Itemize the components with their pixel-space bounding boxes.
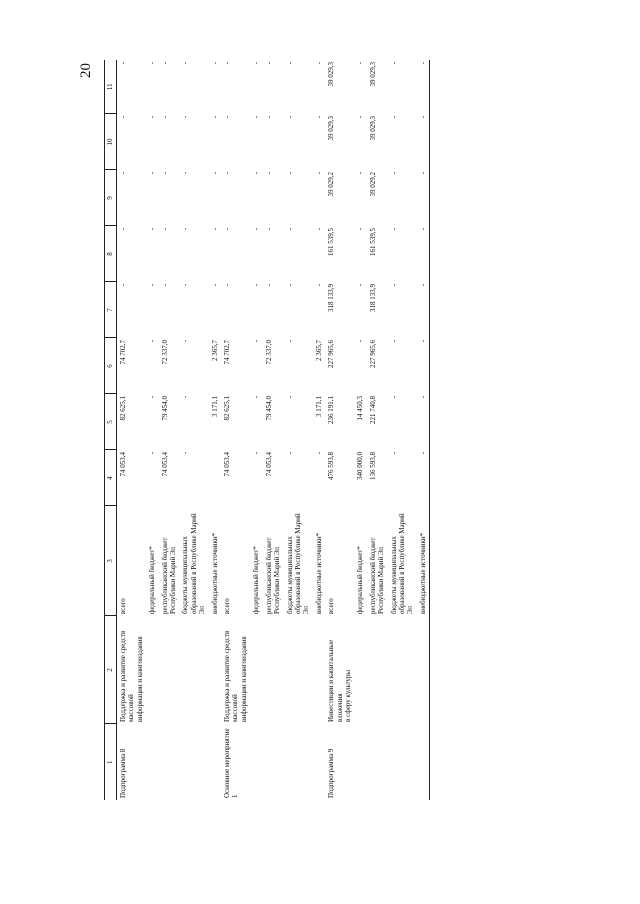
funding-source-cell: всего (119, 598, 127, 614)
program-title-line-1: Поддержка и развитие средств массовой (223, 630, 240, 722)
column-header-1: 1 (105, 724, 117, 800)
page-number: 20 (78, 63, 94, 78)
program-title-cell (159, 616, 180, 724)
table-row (263, 60, 284, 800)
value-cell-col-10: - (417, 114, 430, 170)
value-cell-col-8: - (356, 228, 365, 231)
value-cell-col-8: - (389, 228, 398, 231)
program-name-cell (179, 724, 208, 800)
program-title-line-2: информации и книгоиздания (239, 636, 248, 722)
funding-source-cell: республиканский бюджет Республики Марий Эл (368, 537, 386, 614)
program-name-cell (354, 724, 366, 800)
funding-source-cell: федеральный бюджет* (252, 546, 261, 614)
program-name-cell: Основное мероприятие 1 (223, 728, 240, 798)
value-cell-col-7: - (314, 284, 323, 287)
value-cell-col-10: - (181, 116, 190, 119)
program-title-cell (117, 616, 147, 724)
funding-source-cell: федеральный бюджет* (148, 546, 157, 614)
funding-source-cell: республиканский бюджет Республики Марий Эл (160, 537, 178, 614)
value-cell-col-6: 72 337,0 (264, 340, 273, 365)
table-body (117, 60, 430, 800)
program-title-cell (354, 616, 366, 724)
value-cell-col-8: - (223, 228, 232, 231)
program-title-cell (263, 616, 284, 724)
program-name-cell (250, 724, 262, 800)
value-cell-col-4: - (389, 452, 398, 455)
value-cell-col-7: - (264, 284, 273, 287)
value-cell-col-9: - (356, 172, 365, 175)
program-title-cell (250, 616, 262, 724)
program-title-cell (417, 616, 430, 724)
program-name-cell (388, 724, 417, 800)
value-cell-col-5: 79 454,0 (264, 396, 273, 421)
value-cell-col-6: 74 702,7 (119, 340, 127, 365)
value-cell-col-5: 82 625,1 (223, 396, 232, 421)
value-cell-col-10: - (119, 116, 127, 119)
value-cell-col-6: 227 965,6 (327, 340, 336, 368)
column-header-9: 9 (105, 170, 117, 226)
program-title-cell (209, 616, 221, 724)
value-cell-col-9: - (314, 172, 323, 175)
program-name-cell: Подпрограмма 9 (327, 748, 336, 798)
table-row (146, 60, 158, 800)
table-row (117, 60, 147, 800)
table-row (388, 60, 417, 800)
value-cell-col-9: - (119, 172, 127, 175)
value-cell-col-8: - (314, 228, 323, 231)
value-cell-col-9: - (417, 170, 430, 226)
value-cell-col-6: - (356, 340, 365, 343)
value-cell-col-7: - (252, 284, 261, 287)
table-row (209, 60, 221, 800)
column-header-10: 10 (105, 114, 117, 170)
value-cell-col-4: 340 000,0 (356, 452, 365, 480)
column-header-6: 6 (105, 338, 117, 394)
table-header-row (105, 60, 117, 800)
column-header-8: 8 (105, 226, 117, 282)
value-cell-col-11: - (181, 62, 190, 65)
table-row (313, 60, 325, 800)
value-cell-col-7: - (148, 284, 157, 287)
value-cell-col-7: - (417, 282, 430, 338)
value-cell-col-6: - (389, 340, 398, 343)
column-header-7: 7 (105, 282, 117, 338)
program-name-cell (284, 724, 313, 800)
column-header-4: 4 (105, 450, 117, 506)
value-cell-col-7: - (356, 284, 365, 287)
value-cell-col-10: - (264, 116, 273, 119)
value-cell-col-9: 39 029,2 (327, 172, 336, 197)
value-cell-col-11: - (389, 62, 398, 65)
value-cell-col-11: - (417, 60, 430, 114)
value-cell-col-4: 476 593,8 (327, 452, 336, 480)
value-cell-col-9: - (252, 172, 261, 175)
funding-source-cell: бюджеты муниципальных образований в Республике Марий Эл (181, 513, 207, 614)
value-cell-col-10: - (210, 116, 219, 119)
value-cell-col-10: - (285, 116, 294, 119)
program-title-cell (179, 616, 208, 724)
program-name-cell (313, 724, 325, 800)
value-cell-col-4: - (314, 452, 323, 455)
rotated-content (78, 60, 564, 800)
program-title-cell (284, 616, 313, 724)
value-cell-col-8: - (148, 228, 157, 231)
table-row (179, 60, 208, 800)
value-cell-col-6: - (148, 340, 157, 343)
funding-source-cell: внебюджетные источники* (314, 532, 323, 614)
value-cell-col-11: - (252, 62, 261, 65)
value-cell-col-10: - (223, 116, 232, 119)
value-cell-col-5: 236 191,1 (327, 396, 336, 424)
table-row (159, 60, 180, 800)
column-header-5: 5 (105, 394, 117, 450)
value-cell-col-6: 2 365,7 (314, 340, 323, 361)
value-cell-col-8: 161 539,5 (327, 228, 336, 256)
value-cell-col-8: - (252, 228, 261, 231)
value-cell-col-5: - (285, 396, 294, 399)
value-cell-col-7: 318 133,9 (368, 284, 377, 312)
value-cell-col-9: - (223, 172, 232, 175)
program-name-cell (209, 724, 221, 800)
value-cell-col-10: - (252, 116, 261, 119)
value-cell-col-9: - (181, 172, 190, 175)
program-title-line-2: информации и книгоиздания (135, 636, 144, 722)
value-cell-col-11: - (285, 62, 294, 65)
value-cell-col-5: 3 171,1 (210, 396, 219, 417)
value-cell-col-7: - (119, 284, 127, 287)
funding-source-cell: федеральный бюджет* (356, 546, 365, 614)
value-cell-col-5: - (417, 394, 430, 450)
value-cell-col-9: - (160, 172, 169, 175)
value-cell-col-7: - (210, 284, 219, 287)
value-cell-col-9: - (389, 172, 398, 175)
value-cell-col-8: - (181, 228, 190, 231)
value-cell-col-11: 39 029,3 (368, 62, 377, 87)
table-row (367, 60, 388, 800)
value-cell-col-10: 39 029,3 (368, 116, 377, 141)
value-cell-col-11: - (314, 62, 323, 65)
table-row (354, 60, 366, 800)
value-cell-col-8: - (210, 228, 219, 231)
value-cell-col-11: - (223, 62, 232, 65)
value-cell-col-5: - (181, 396, 190, 399)
program-title-line-1: Инвестиции и капитальные вложения (327, 639, 344, 722)
value-cell-col-11: - (264, 62, 273, 65)
value-cell-col-10: - (160, 116, 169, 119)
value-cell-col-8: 161 539,5 (368, 228, 377, 256)
value-cell-col-5: 14 450,3 (356, 396, 365, 421)
value-cell-col-8: - (160, 228, 169, 231)
value-cell-col-7: - (181, 284, 190, 287)
value-cell-col-10: - (356, 116, 365, 119)
value-cell-col-4: - (181, 452, 190, 455)
value-cell-col-4: 136 593,8 (368, 452, 377, 480)
program-title-cell (325, 616, 354, 724)
value-cell-col-6: 74 702,7 (223, 340, 232, 365)
value-cell-col-9: - (210, 172, 219, 175)
column-header-2: 2 (105, 616, 117, 724)
value-cell-col-5: - (252, 396, 261, 399)
value-cell-col-7: - (285, 284, 294, 287)
value-cell-col-5: 221 740,8 (368, 396, 377, 424)
value-cell-col-10: 39 029,3 (327, 116, 336, 141)
value-cell-col-6: 72 337,0 (160, 340, 169, 365)
budget-table (104, 60, 430, 800)
funding-source-cell: внебюджетные источники* (210, 532, 219, 614)
value-cell-col-11: - (119, 62, 127, 65)
value-cell-col-5: 3 171,1 (314, 396, 323, 417)
value-cell-col-8: - (119, 228, 127, 231)
funding-source-cell: республиканский бюджет Республики Марий Эл (264, 537, 282, 614)
value-cell-col-11: - (160, 62, 169, 65)
program-name-cell (263, 724, 284, 800)
table-row (325, 60, 354, 800)
value-cell-col-11: 39 029,3 (327, 62, 336, 87)
value-cell-col-6: 2 365,7 (210, 340, 219, 361)
value-cell-col-7: 318 133,9 (327, 284, 336, 312)
value-cell-col-11: - (356, 62, 365, 65)
value-cell-col-10: - (148, 116, 157, 119)
value-cell-col-9: 39 029,2 (368, 172, 377, 197)
value-cell-col-11: - (210, 62, 219, 65)
value-cell-col-10: - (314, 116, 323, 119)
table-row (284, 60, 313, 800)
value-cell-col-4: 74 053,4 (264, 452, 273, 477)
value-cell-col-5: - (389, 396, 398, 399)
table-row (221, 60, 250, 800)
program-title-cell (367, 616, 388, 724)
column-header-11: 11 (105, 60, 117, 114)
value-cell-col-9: - (148, 172, 157, 175)
value-cell-col-6: - (285, 340, 294, 343)
program-title-line-2: в сферу культуры (343, 669, 352, 722)
value-cell-col-4: - (417, 450, 430, 506)
value-cell-col-4: 74 053,4 (160, 452, 169, 477)
funding-source-cell: всего (327, 598, 336, 614)
value-cell-col-9: - (285, 172, 294, 175)
value-cell-col-8: - (285, 228, 294, 231)
program-title-line-1: Поддержка и развитие средств массовой (119, 630, 136, 722)
program-name-cell (146, 724, 158, 800)
program-title-cell (146, 616, 158, 724)
value-cell-col-4: - (252, 452, 261, 455)
value-cell-col-4: - (285, 452, 294, 455)
value-cell-col-6: - (417, 338, 430, 394)
value-cell-col-7: - (160, 284, 169, 287)
program-title-cell (221, 616, 250, 724)
value-cell-col-6: - (252, 340, 261, 343)
value-cell-col-8: - (264, 228, 273, 231)
program-name-cell: Подпрограмма 8 (119, 748, 127, 798)
value-cell-col-4: 74 053,4 (223, 452, 232, 477)
value-cell-col-4: 74 053,4 (119, 452, 127, 477)
funding-source-cell: бюджеты муниципальных образований в Республике Марий Эл (389, 513, 415, 614)
value-cell-col-9: - (264, 172, 273, 175)
value-cell-col-10: - (389, 116, 398, 119)
value-cell-col-4 (209, 450, 221, 506)
value-cell-col-5: - (148, 396, 157, 399)
value-cell-col-7: - (223, 284, 232, 287)
program-title-cell (388, 616, 417, 724)
program-name-cell (367, 724, 388, 800)
program-name-cell (417, 724, 430, 800)
value-cell-col-5: 79 454,0 (160, 396, 169, 421)
value-cell-col-4: - (148, 452, 157, 455)
table-row (250, 60, 262, 800)
value-cell-col-11: - (148, 62, 157, 65)
funding-source-cell: внебюджетные источники* (417, 506, 430, 616)
column-header-3: 3 (105, 506, 117, 616)
funding-source-cell: бюджеты муниципальных образований в Республике Марий Эл (285, 513, 311, 614)
program-title-cell (313, 616, 325, 724)
funding-source-cell: всего (223, 598, 232, 614)
table-row (417, 60, 430, 800)
value-cell-col-6: 227 965,6 (368, 340, 377, 368)
value-cell-col-5: 82 625,1 (119, 396, 127, 421)
program-name-cell (159, 724, 180, 800)
value-cell-col-7: - (389, 284, 398, 287)
value-cell-col-8: - (417, 226, 430, 282)
value-cell-col-6: - (181, 340, 190, 343)
